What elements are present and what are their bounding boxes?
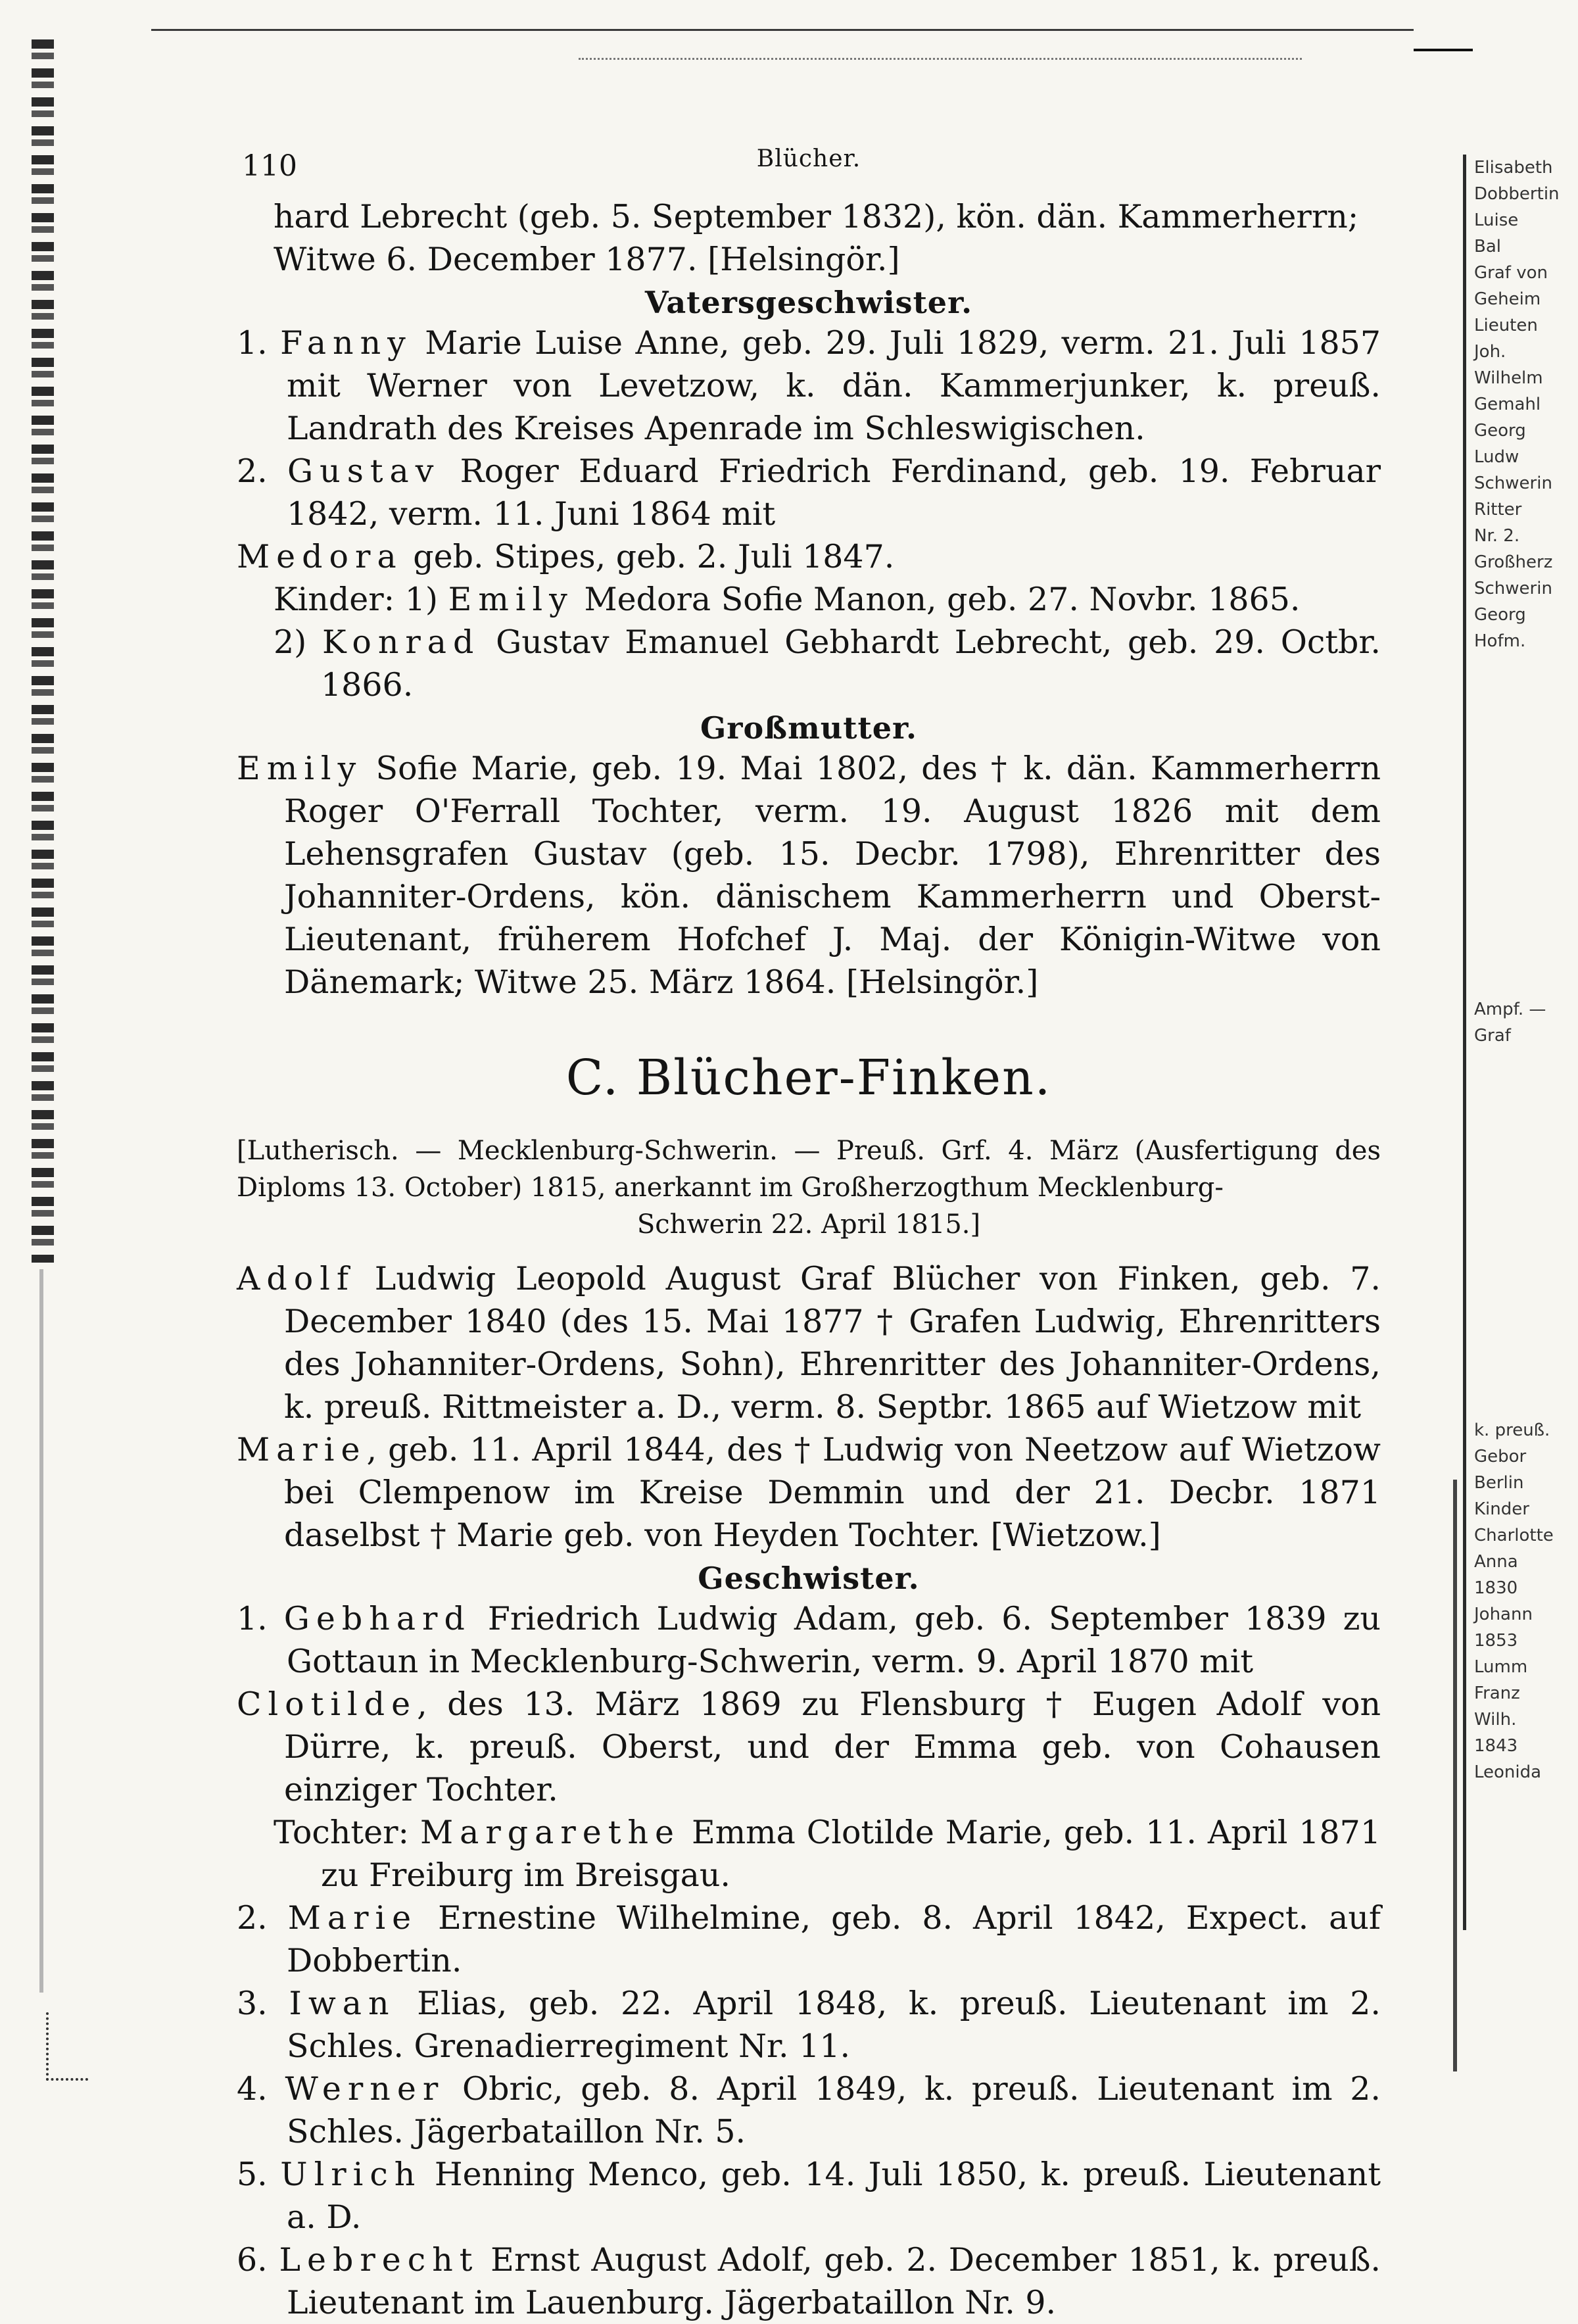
person-name: Clotilde: [237, 1685, 418, 1723]
person-name: Adolf: [237, 1260, 356, 1297]
wife-entry: [237, 1428, 1381, 1557]
person-details: Ernestine Wilhelmine, geb. 8. April 1842, Expect. auf Dobbertin.: [287, 1899, 1381, 1979]
person-details: Gustav Emanuel Gebhardt Lebrecht, geb. 29. Octbr. 1866.: [321, 623, 1381, 704]
person-name: Marie: [287, 1899, 418, 1937]
person-name: Emily: [448, 581, 574, 618]
facing-page-fragment: Georg: [1474, 421, 1526, 441]
facing-page-fragment: Graf von: [1474, 263, 1548, 283]
head-of-house-entry: [237, 1257, 1381, 1428]
facing-page-fragment: Graf: [1474, 1026, 1511, 1046]
child-number: 1): [404, 581, 439, 618]
facing-page-fragment: Ritter: [1474, 500, 1522, 520]
person-details: Elias, geb. 22. April 1848, k. preuß. Lieutenant im 2. Schles. Grenadierregiment Nr. 11.: [287, 1985, 1381, 2065]
running-title: Blücher.: [756, 145, 861, 172]
person-details: , geb. 11. April 1844, des † Ludwig von Neetzow auf Wietzow bei Clempenow im Kreise Demmin und der 21. Decbr. 1871 daselbst † Marie geb. von Heyden Tochter. [Wietzow.]: [284, 1431, 1381, 1554]
facing-page-fragment: Gemahl: [1474, 395, 1541, 414]
person-name: Lebrecht: [279, 2241, 479, 2279]
section-heading-paternal-siblings: Vatersgeschwister.: [644, 285, 973, 320]
scan-edge-top: [151, 29, 1414, 31]
children-label: Kinder:: [274, 581, 395, 618]
facing-page-fragment: Lumm: [1474, 1657, 1528, 1677]
facing-page-fragment: Elisabeth: [1474, 158, 1553, 178]
list-item: [237, 450, 1381, 535]
facing-page-fragment: Georg: [1474, 605, 1526, 625]
intro-line: Witwe 6. December 1877. [Helsingör.]: [274, 241, 900, 278]
facing-page-fragment: Berlin: [1474, 1473, 1524, 1493]
facing-page-fragment: Dobbertin: [1474, 184, 1560, 204]
person-name: Emily: [237, 750, 363, 787]
item-number: 4.: [237, 2070, 268, 2108]
facing-page-fragments: [1466, 155, 1578, 1785]
person-details: Roger Eduard Friedrich Ferdinand, geb. 19. Februar 1842, verm. 11. Juni 1864 mit: [287, 452, 1381, 533]
item-number: 2.: [237, 1899, 268, 1937]
item-number: 6.: [237, 2241, 268, 2279]
book-binding-shadow: [39, 1269, 43, 1993]
facing-page-fragment: Joh.: [1474, 342, 1506, 362]
facing-page-fragment: Kinder: [1474, 1499, 1529, 1519]
person-name: Werner: [285, 2070, 445, 2108]
spouse-entry: [237, 1683, 1381, 1811]
item-number: 2.: [237, 452, 268, 490]
intro-line: hard Lebrecht (geb. 5. September 1832), kön. dän. Kammerherrn;: [274, 198, 1359, 235]
list-item: [237, 322, 1381, 450]
list-item: [237, 2153, 1381, 2239]
list-item: [237, 1597, 1381, 1683]
facing-page-strip: [1463, 155, 1578, 1930]
facing-page-gutter: [1453, 1480, 1457, 2071]
facing-page-fragment: Anna: [1474, 1552, 1518, 1572]
person-details: Ernst August Adolf, geb. 2. December 1851, k. preuß. Lieutenant im Lauenburg. Jägerbataillon Nr. 9.: [287, 2241, 1381, 2321]
facing-page-fragment: Leonida: [1474, 1762, 1542, 1782]
item-number: 3.: [237, 1985, 268, 2022]
facing-page-fragment: Franz: [1474, 1683, 1520, 1703]
facing-page-fragment: Gebor: [1474, 1447, 1527, 1466]
item-number: 1.: [237, 1600, 268, 1637]
book-page: [237, 135, 1381, 2324]
facing-page-fragment: Bal: [1474, 237, 1501, 256]
facing-page-fragment: Wilh.: [1474, 1710, 1517, 1730]
section-title: C. Blücher-Finken.: [565, 1050, 1052, 1106]
list-item: [237, 1897, 1381, 1982]
spouse-entry: [237, 535, 1381, 578]
facing-page-fragment: Schwerin: [1474, 579, 1552, 598]
person-name: Fanny: [280, 324, 412, 362]
facing-page-fragment: Wilhelm: [1474, 368, 1543, 388]
facing-page-fragment: Hofm.: [1474, 631, 1526, 651]
children-entry: [237, 621, 1381, 706]
page-header: [237, 135, 1381, 195]
section-heading-siblings: Geschwister.: [698, 1561, 920, 1596]
person-name: Konrad: [322, 623, 481, 661]
facing-page-fragment: Großherz: [1474, 552, 1553, 572]
facing-page-fragment: Johann: [1474, 1605, 1533, 1624]
child-number: 2): [274, 623, 307, 661]
person-name: Margarethe: [419, 1814, 681, 1851]
scan-corner-mark: [1414, 49, 1473, 51]
page-corner-mark: [46, 2012, 88, 2081]
item-number: 1.: [237, 324, 268, 362]
person-details: Marie Luise Anne, geb. 29. Juli 1829, verm. 21. Juli 1857 mit Werner von Levetzow, k. dän. Kammerjunker, k. preuß. Landrath des Kreises Apenrade im Schleswigischen.: [287, 324, 1381, 447]
facing-page-fragment: Geheim: [1474, 289, 1541, 309]
page-number: 110: [242, 149, 297, 183]
facing-page-fragment: k. preuß.: [1474, 1420, 1550, 1440]
note-text: [Lutherisch. — Mecklenburg-Schwerin. — Preuß. Grf. 4. März (Ausfertigung des Diploms 13. October) 1815, anerkannt im Großherzogthum Mecklenburg-: [237, 1136, 1381, 1203]
grandmother-entry: [237, 747, 1381, 1004]
children-entry: [237, 578, 1381, 621]
list-item: [237, 1982, 1381, 2068]
person-name: Iwan: [289, 1985, 396, 2022]
facing-page-fragment: 1843: [1474, 1736, 1518, 1756]
list-item: [237, 2068, 1381, 2153]
section-heading-grandmother: Großmutter.: [700, 710, 918, 746]
person-details: Obric, geb. 8. April 1849, k. preuß. Lieutenant im 2. Schles. Jägerbataillon Nr. 5.: [287, 2070, 1381, 2150]
person-details: geb. Stipes, geb. 2. Juli 1847.: [413, 538, 895, 575]
item-number: 5.: [237, 2156, 268, 2193]
facing-page-fragment: Ampf. —: [1474, 1000, 1546, 1019]
facing-page-fragment: Lieuten: [1474, 316, 1538, 335]
facing-page-fragment: Schwerin: [1474, 473, 1552, 493]
person-name: Gebhard: [283, 1600, 471, 1637]
section-note: [237, 1132, 1381, 1243]
list-item: [237, 2239, 1381, 2324]
daughter-label: Tochter:: [274, 1814, 410, 1851]
note-text-last: Schwerin 22. April 1815.]: [636, 1209, 981, 1240]
facing-page-fragment: Charlotte: [1474, 1526, 1554, 1545]
daughter-entry: [237, 1811, 1381, 1897]
person-details: Friedrich Ludwig Adam, geb. 6. September 1839 zu Gottaun in Mecklenburg-Schwerin, verm. 9. April 1870 mit: [287, 1600, 1381, 1680]
person-details: Emma Clotilde Marie, geb. 11. April 1871 zu Freiburg im Breisgau.: [321, 1814, 1381, 1894]
person-details: Ludwig Leopold August Graf Blücher von Finken, geb. 7. December 1840 (des 15. Mai 1877 † Grafen Ludwig, Ehrenritters des Johanniter-Ordens, Sohn), Ehrenritter des Johanniter-Ordens, k. preuß. Rittmeister a. D., verm. 8. Septbr. 1865 auf Wietzow mit: [284, 1260, 1381, 1426]
facing-page-fragment: Luise: [1474, 210, 1519, 230]
facing-page-fragment: Ludw: [1474, 447, 1519, 467]
person-name: Ulrich: [280, 2156, 422, 2193]
person-details: Henning Menco, geb. 14. Juli 1850, k. preuß. Lieutenant a. D.: [287, 2156, 1381, 2236]
person-name: Marie: [237, 1431, 367, 1468]
person-details: Sofie Marie, geb. 19. Mai 1802, des † k. dän. Kammerherrn Roger O'Ferrall Tochter, verm. 19. August 1826 mit dem Lehensgrafen Gustav (geb. 15. Decbr. 1798), Ehrenritter des Johanniter-Ordens, kön. dänischem Kammerherrn und Oberst-Lieutenant, früherem Hofchef J. Maj. der Königin-Witwe von Dänemark; Witwe 25. März 1864. [Helsingör.]: [284, 750, 1381, 1001]
person-name: Gustav: [287, 452, 441, 490]
book-binding-edge: [32, 39, 54, 1263]
scan-edge-dots: [579, 58, 1302, 61]
facing-page-fragment: 1853: [1474, 1631, 1518, 1651]
facing-page-fragment: 1830: [1474, 1578, 1518, 1598]
person-details: , des 13. März 1869 zu Flensburg † Eugen Adolf von Dürre, k. preuß. Oberst, und der Emma geb. von Cohausen einziger Tochter.: [284, 1685, 1381, 1808]
person-name: Medora: [237, 538, 403, 575]
person-details: Medora Sofie Manon, geb. 27. Novbr. 1865.: [584, 581, 1301, 618]
facing-page-fragment: Nr. 2.: [1474, 526, 1520, 546]
